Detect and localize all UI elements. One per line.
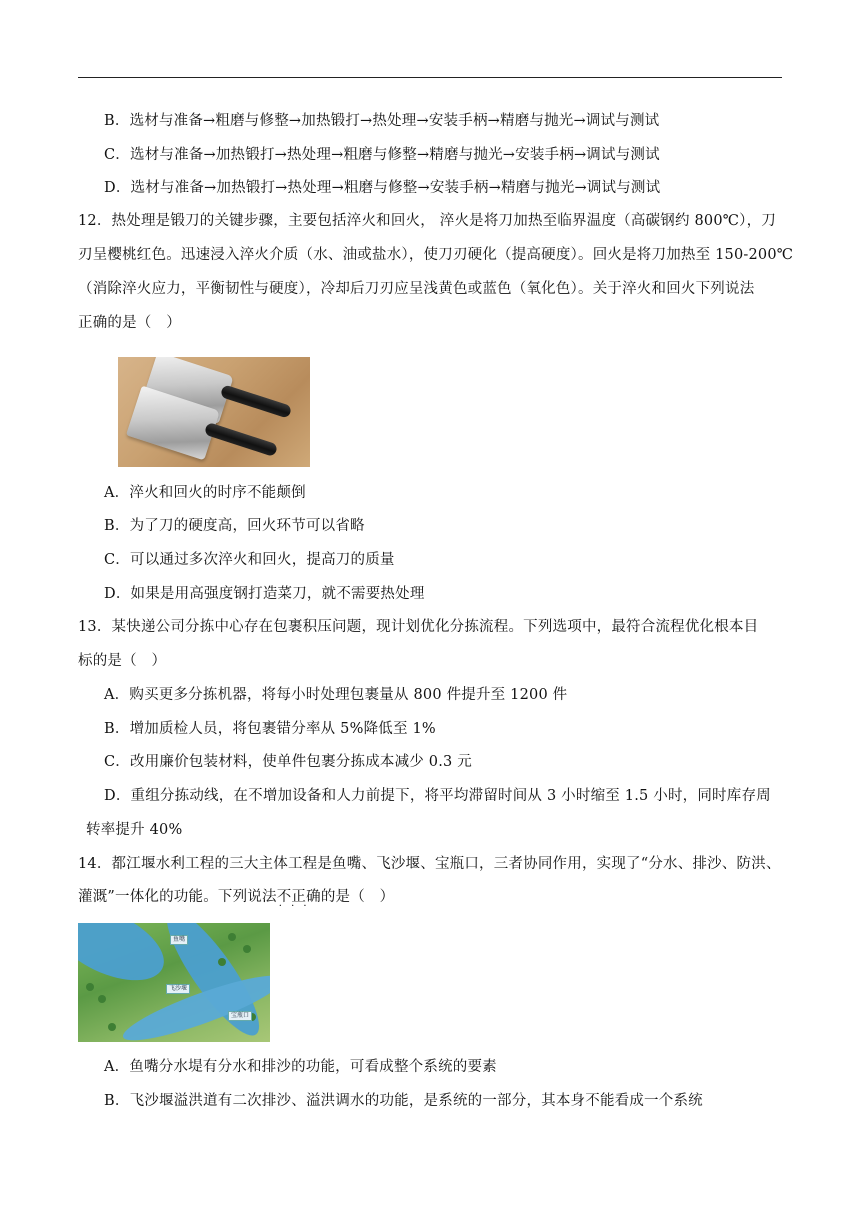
q13-stem-line-2: 标的是（ ） — [78, 653, 167, 669]
q13-option-d-continued: 转率提升 40% — [86, 822, 183, 838]
q13-stem-line-1: 13．某快递公司分拣中心存在包裹积压问题，现计划优化分拣流程。下列选项中，最符合流程优化根本目 — [78, 619, 759, 635]
q12-option-b: B．为了刀的硬度高，回火环节可以省略 — [104, 518, 365, 534]
q14-stem-line-1: 14．都江堰水利工程的三大主体工程是鱼嘴、飞沙堰、宝瓶口，三者协同作用，实现了“分水、排沙、防洪、 — [78, 856, 781, 872]
map-label-baopingkou: 宝瓶口 — [228, 1011, 252, 1021]
q12-stem-line-1: 12．热处理是锻刀的关键步骤，主要包括淬火和回火， 淬火是将刀加热至临界温度（高碳钢约 800℃），刀 — [78, 213, 777, 229]
q12-stem-line-4: 正确的是（ ） — [78, 315, 181, 331]
q14-option-a: A．鱼嘴分水堤有分水和排沙的功能，可看成整个系统的要素 — [104, 1059, 497, 1075]
q12-stem-line-2: 刃呈樱桃红色。迅速浸入淬火介质（水、油或盐水），使刀刃硬化（提高硬度）。回火是将刀加热至 150-200℃ — [78, 247, 794, 263]
q12-stem-line-3: （消除淬火应力，平衡韧性与硬度），冷却后刀刃应呈浅黄色或蓝色（氧化色）。关于淬火和回火下列说法 — [78, 281, 755, 297]
q13-option-a: A．购买更多分拣机器，将每小时处理包裹量从 800 件提升至 1200 件 — [104, 687, 568, 703]
option-c-prev: C．选材与准备→加热锻打→热处理→粗磨与修整→精磨与抛光→安装手柄→调试与测试 — [104, 147, 660, 163]
option-b-prev: B．选材与准备→粗磨与修整→加热锻打→热处理→安装手柄→精磨与抛光→调试与测试 — [104, 113, 660, 129]
q13-option-b: B．增加质检人员，将包裹错分率从 5%降低至 1% — [104, 721, 436, 737]
map-label-feishayan: 飞沙堰 — [166, 984, 190, 994]
header-rule — [78, 77, 782, 78]
q14-option-b: B．飞沙堰溢洪道有二次排沙、溢洪调水的功能，是系统的一部分，其本身不能看成一个系统 — [104, 1093, 703, 1109]
option-d-prev: D．选材与准备→加热锻打→热处理→粗磨与修整→安装手柄→精磨与抛光→调试与测试 — [104, 180, 661, 196]
q13-option-d: D．重组分拣动线，在不增加设备和人力前提下，将平均滞留时间从 3 小时缩至 1.5 小时，同时库存周 — [104, 788, 771, 804]
dujiangyan-map-illustration — [78, 923, 270, 1042]
q12-option-d: D．如果是用高强度钢打造菜刀，就不需要热处理 — [104, 586, 425, 602]
map-label-yuzui: 鱼嘴 — [170, 935, 188, 945]
q14-stem-line-2: 灌溉”一体化的功能。下列说法不正确 · · ·的是（ ） — [78, 887, 394, 907]
emphasis-not-correct: 不正确 · · · — [277, 889, 321, 905]
q12-option-a: A．淬火和回火的时序不能颠倒 — [104, 485, 306, 501]
q12-option-c: C．可以通过多次淬火和回火，提高刀的质量 — [104, 552, 395, 568]
cleaver-knives-photo — [118, 357, 310, 467]
q13-option-c: C．改用廉价包装材料，使单件包裹分拣成本减少 0.3 元 — [104, 754, 472, 770]
